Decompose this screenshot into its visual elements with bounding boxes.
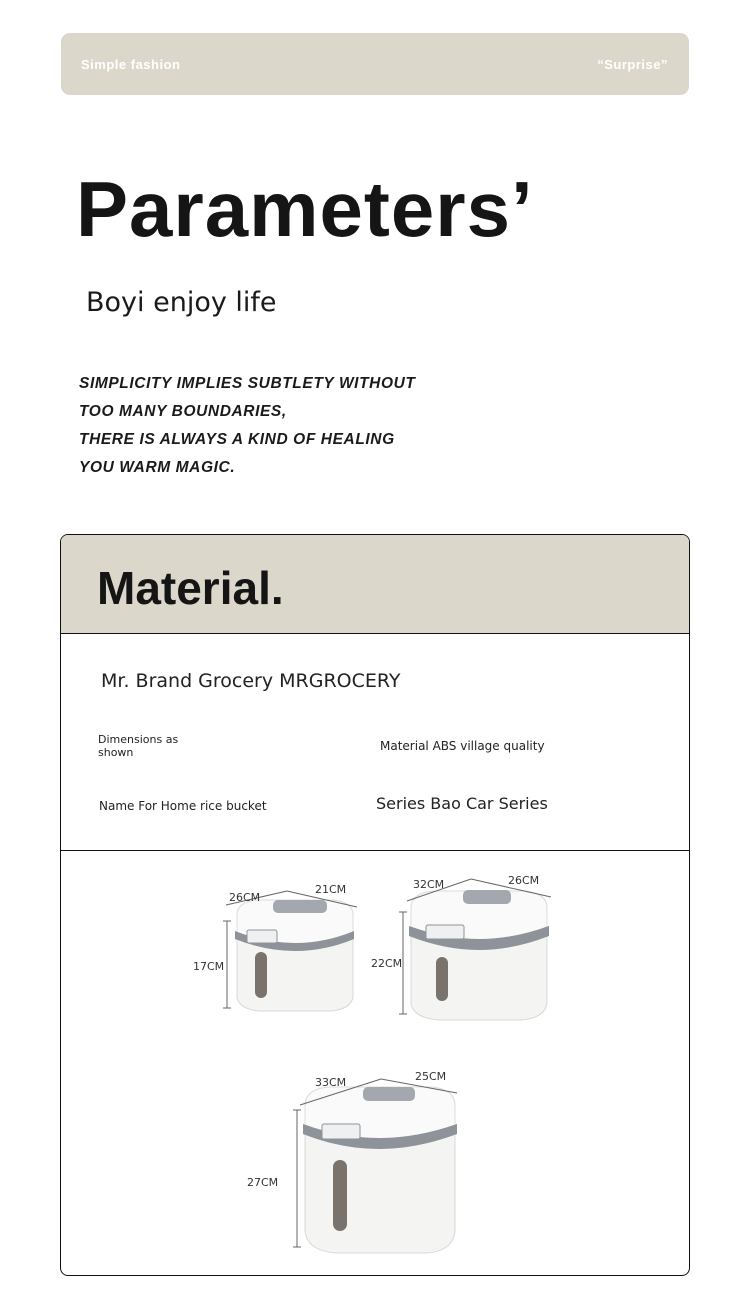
- dim-depth-label: 26CM: [229, 891, 261, 904]
- banner-right-text: “Surprise”: [597, 57, 668, 72]
- banner-left-text: Simple fashion: [81, 57, 181, 72]
- top-banner: [61, 33, 689, 95]
- dim-height-label: 22CM: [371, 957, 403, 970]
- spec-dimensions: Dimensions as shown: [98, 733, 179, 759]
- spec-section: [61, 634, 689, 851]
- rice-bucket-small: [193, 883, 357, 1011]
- rice-bucket-medium: [371, 874, 551, 1020]
- rice-bucket-large: [247, 1070, 457, 1253]
- quote-line: TOO MANY BOUNDARIES,: [79, 403, 287, 420]
- material-card-header: [61, 535, 689, 634]
- spec-name: Name For Home rice bucket: [99, 799, 267, 813]
- dim-depth-label: 32CM: [413, 878, 445, 891]
- spec-series: Series Bao Car Series: [376, 794, 548, 813]
- brand-text: Mr. Brand Grocery MRGROCERY: [101, 670, 401, 692]
- product-images: [61, 851, 689, 1275]
- dim-width-label: 21CM: [315, 883, 347, 896]
- quote-line: THERE IS ALWAYS A KIND OF HEALING: [79, 431, 395, 448]
- dim-width-label: 26CM: [508, 874, 540, 887]
- page-title: Parameters’: [76, 165, 534, 253]
- spec-material: Material ABS village quality: [380, 739, 545, 753]
- material-card: [60, 534, 690, 1276]
- quote-line: YOU WARM MAGIC.: [79, 459, 236, 476]
- dim-depth-label: 33CM: [315, 1076, 347, 1089]
- product-drawings: [61, 851, 689, 1275]
- page-subtitle: Boyi enjoy life: [86, 287, 277, 318]
- dim-height-label: 27CM: [247, 1176, 279, 1189]
- dim-width-label: 25CM: [415, 1070, 447, 1083]
- quote-line: SIMPLICITY IMPLIES SUBTLETY WITHOUT: [79, 375, 416, 392]
- dim-height-label: 17CM: [193, 960, 225, 973]
- material-title: Material.: [97, 562, 284, 614]
- tagline-quote: [79, 370, 415, 482]
